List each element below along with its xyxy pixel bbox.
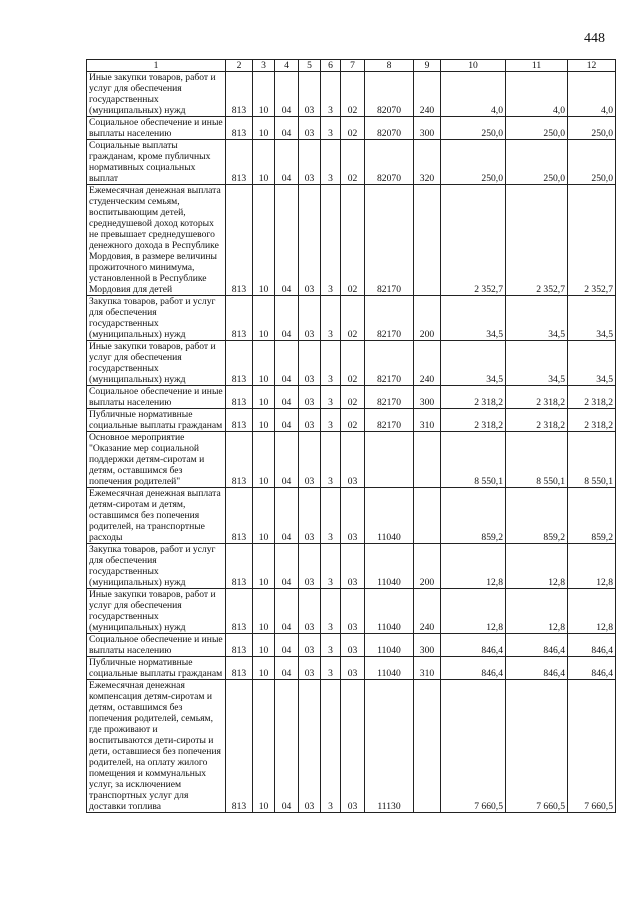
table-cell: 813	[226, 409, 253, 432]
table-row	[87, 296, 616, 341]
table-cell: 813	[226, 488, 253, 544]
table-row	[87, 488, 616, 544]
table-cell: 200	[414, 544, 441, 589]
row-description: Иные закупки товаров, работ и услуг для обеспечения государственных (муниципальных) нужд	[87, 589, 226, 634]
table-cell: 813	[226, 140, 253, 185]
table-cell: 10	[253, 634, 275, 657]
table-row	[87, 657, 616, 680]
table-cell: 04	[275, 657, 299, 680]
table-cell: 7 660,5	[568, 680, 616, 813]
table-cell: 3	[321, 488, 341, 544]
table-row	[87, 432, 616, 488]
table-cell: 82170	[365, 185, 414, 296]
table-cell: 846,4	[568, 634, 616, 657]
table-cell: 11130	[365, 680, 414, 813]
column-header: 9	[414, 60, 441, 72]
table-cell: 10	[253, 140, 275, 185]
table-cell	[414, 680, 441, 813]
table-cell: 04	[275, 432, 299, 488]
table-cell: 11040	[365, 488, 414, 544]
row-description: Ежемесячная денежная компенсация детям-сиротам и детям, оставшимся без попечения родителей, семьям, где проживают и воспитываются дети-сироты и дети, оставшиеся без попечения родителей, на оплату жилого помещения и коммунальных услуг, за исключением транспортных услуг для доставки топлива	[87, 680, 226, 813]
table-cell: 250,0	[441, 140, 506, 185]
row-description: Основное мероприятие "Оказание мер социальной поддержки детям-сиротам и детям, оставшимся без попечения родителей"	[87, 432, 226, 488]
table-cell: 04	[275, 341, 299, 386]
table-cell: 34,5	[441, 341, 506, 386]
table-cell: 859,2	[506, 488, 568, 544]
table-cell: 2 352,7	[441, 185, 506, 296]
table-cell: 813	[226, 117, 253, 140]
table-cell: 8 550,1	[441, 432, 506, 488]
table-cell: 02	[341, 140, 365, 185]
table-cell: 34,5	[568, 341, 616, 386]
table-cell: 11040	[365, 657, 414, 680]
table-cell: 813	[226, 432, 253, 488]
table-cell: 04	[275, 185, 299, 296]
table-cell: 03	[341, 589, 365, 634]
table-cell: 04	[275, 72, 299, 117]
table-cell: 10	[253, 488, 275, 544]
table-cell: 250,0	[568, 140, 616, 185]
table-cell: 2 318,2	[506, 386, 568, 409]
table-cell: 320	[414, 140, 441, 185]
table-cell: 859,2	[441, 488, 506, 544]
row-description: Иные закупки товаров, работ и услуг для обеспечения государственных (муниципальных) нужд	[87, 72, 226, 117]
table-cell: 02	[341, 117, 365, 140]
table-cell: 8 550,1	[506, 432, 568, 488]
column-header: 6	[321, 60, 341, 72]
table-cell: 846,4	[506, 657, 568, 680]
table-cell: 859,2	[568, 488, 616, 544]
page-number: 448	[584, 31, 605, 46]
table-cell	[414, 185, 441, 296]
table-cell: 03	[341, 634, 365, 657]
row-description: Ежемесячная денежная выплата детям-сиротам и детям, оставшимся без попечения родителей, на транспортные расходы	[87, 488, 226, 544]
table-cell: 03	[341, 488, 365, 544]
table-cell: 82170	[365, 386, 414, 409]
column-header: 8	[365, 60, 414, 72]
table-cell: 04	[275, 488, 299, 544]
table-cell: 3	[321, 680, 341, 813]
table-row	[87, 634, 616, 657]
table-cell: 03	[341, 432, 365, 488]
table-cell: 04	[275, 140, 299, 185]
table-cell: 03	[299, 296, 321, 341]
table-cell: 3	[321, 117, 341, 140]
table-cell: 82070	[365, 72, 414, 117]
table-cell: 813	[226, 544, 253, 589]
table-cell: 04	[275, 634, 299, 657]
column-header: 7	[341, 60, 365, 72]
table-cell: 2 318,2	[441, 386, 506, 409]
table-row	[87, 386, 616, 409]
table-cell: 82070	[365, 140, 414, 185]
table-cell: 02	[341, 409, 365, 432]
table-row	[87, 140, 616, 185]
table-cell: 3	[321, 634, 341, 657]
table-cell: 12,8	[568, 589, 616, 634]
table-cell: 4,0	[568, 72, 616, 117]
table-cell: 03	[299, 432, 321, 488]
column-header: 3	[253, 60, 275, 72]
table-cell: 8 550,1	[568, 432, 616, 488]
table-cell: 03	[299, 544, 321, 589]
table-cell: 3	[321, 409, 341, 432]
column-header: 4	[275, 60, 299, 72]
table-cell: 300	[414, 634, 441, 657]
table-cell: 10	[253, 386, 275, 409]
table-cell: 03	[299, 634, 321, 657]
table-cell: 03	[299, 409, 321, 432]
column-header: 5	[299, 60, 321, 72]
table-cell: 03	[299, 680, 321, 813]
table-cell: 240	[414, 72, 441, 117]
table-cell: 3	[321, 589, 341, 634]
table-cell: 03	[299, 72, 321, 117]
table-cell: 250,0	[506, 140, 568, 185]
table-cell: 3	[321, 296, 341, 341]
table-cell: 240	[414, 341, 441, 386]
table-cell: 10	[253, 117, 275, 140]
table-cell: 12,8	[441, 544, 506, 589]
table-cell: 3	[321, 432, 341, 488]
row-description: Социальные выплаты гражданам, кроме публичных нормативных социальных выплат	[87, 140, 226, 185]
table-cell: 03	[299, 140, 321, 185]
table-cell: 813	[226, 657, 253, 680]
table-cell: 2 318,2	[568, 386, 616, 409]
table-cell: 34,5	[568, 296, 616, 341]
table-cell: 2 318,2	[441, 409, 506, 432]
table-cell: 846,4	[506, 634, 568, 657]
table-cell: 10	[253, 409, 275, 432]
table-cell: 846,4	[568, 657, 616, 680]
table-cell: 10	[253, 341, 275, 386]
table-cell: 02	[341, 185, 365, 296]
table-cell: 4,0	[506, 72, 568, 117]
table-cell: 310	[414, 657, 441, 680]
table-cell: 11040	[365, 634, 414, 657]
table-cell: 813	[226, 386, 253, 409]
table-cell: 82170	[365, 409, 414, 432]
table-cell: 2 352,7	[506, 185, 568, 296]
table-cell: 12,8	[506, 544, 568, 589]
table-cell: 250,0	[506, 117, 568, 140]
table-cell	[414, 488, 441, 544]
row-description: Публичные нормативные социальные выплаты гражданам	[87, 409, 226, 432]
table-row	[87, 680, 616, 813]
row-description: Иные закупки товаров, работ и услуг для обеспечения государственных (муниципальных) нужд	[87, 341, 226, 386]
row-description: Закупка товаров, работ и услуг для обеспечения государственных (муниципальных) нужд	[87, 544, 226, 589]
table-cell: 10	[253, 185, 275, 296]
table-cell: 04	[275, 386, 299, 409]
table-cell: 82170	[365, 296, 414, 341]
table-cell: 10	[253, 544, 275, 589]
row-description: Социальное обеспечение и иные выплаты населению	[87, 634, 226, 657]
table-cell: 240	[414, 589, 441, 634]
table-cell: 03	[341, 544, 365, 589]
table-cell: 846,4	[441, 634, 506, 657]
table-row	[87, 341, 616, 386]
column-header: 12	[568, 60, 616, 72]
table-cell: 10	[253, 589, 275, 634]
table-row	[87, 544, 616, 589]
row-description: Социальное обеспечение и иные выплаты населению	[87, 117, 226, 140]
table-cell: 03	[299, 386, 321, 409]
table-cell: 34,5	[441, 296, 506, 341]
table-cell: 300	[414, 386, 441, 409]
budget-table	[86, 59, 616, 813]
table-cell: 300	[414, 117, 441, 140]
table-cell: 813	[226, 296, 253, 341]
table-cell: 03	[299, 488, 321, 544]
row-description: Публичные нормативные социальные выплаты гражданам	[87, 657, 226, 680]
table-cell: 846,4	[441, 657, 506, 680]
table-cell: 3	[321, 185, 341, 296]
table-cell: 310	[414, 409, 441, 432]
column-header: 2	[226, 60, 253, 72]
table-cell: 813	[226, 589, 253, 634]
table-cell: 813	[226, 634, 253, 657]
table-cell: 04	[275, 117, 299, 140]
table-body	[87, 72, 616, 813]
table-row	[87, 72, 616, 117]
header-row	[87, 60, 616, 72]
table-cell: 10	[253, 432, 275, 488]
table-header	[87, 60, 616, 72]
table-cell	[414, 432, 441, 488]
table-cell: 82170	[365, 341, 414, 386]
table-cell: 03	[341, 657, 365, 680]
table-cell: 3	[321, 341, 341, 386]
table-cell: 2 352,7	[568, 185, 616, 296]
table-cell: 04	[275, 544, 299, 589]
table-cell: 34,5	[506, 296, 568, 341]
table-cell: 03	[299, 657, 321, 680]
table-cell: 2 318,2	[568, 409, 616, 432]
table-row	[87, 117, 616, 140]
table-cell: 12,8	[441, 589, 506, 634]
row-description: Ежемесячная денежная выплата студенческим семьям, воспитывающим детей, среднедушевой доход которых не превышает среднедушевого денежного дохода в Республике Мордовия, в размере величины прожиточного минимума, установленной в Республике Мордовия для детей	[87, 185, 226, 296]
table-cell: 02	[341, 296, 365, 341]
table-cell: 10	[253, 657, 275, 680]
table-cell: 250,0	[568, 117, 616, 140]
table-cell: 10	[253, 296, 275, 341]
row-description: Закупка товаров, работ и услуг для обеспечения государственных (муниципальных) нужд	[87, 296, 226, 341]
table-cell: 04	[275, 589, 299, 634]
table-cell: 12,8	[568, 544, 616, 589]
table-cell: 03	[299, 341, 321, 386]
table-cell: 200	[414, 296, 441, 341]
table-cell: 7 660,5	[506, 680, 568, 813]
table-cell: 11040	[365, 544, 414, 589]
table-cell: 10	[253, 680, 275, 813]
table-cell: 04	[275, 680, 299, 813]
table-cell: 3	[321, 386, 341, 409]
table-row	[87, 409, 616, 432]
column-header: 1	[87, 60, 226, 72]
column-header: 10	[441, 60, 506, 72]
table-cell: 250,0	[441, 117, 506, 140]
table-cell: 03	[299, 185, 321, 296]
table-cell: 813	[226, 185, 253, 296]
table-cell: 3	[321, 72, 341, 117]
table-cell: 3	[321, 544, 341, 589]
table-cell: 3	[321, 140, 341, 185]
table-cell: 02	[341, 341, 365, 386]
table-row	[87, 185, 616, 296]
table-cell: 04	[275, 409, 299, 432]
table-cell: 03	[341, 680, 365, 813]
table-cell: 2 318,2	[506, 409, 568, 432]
table-cell: 82070	[365, 117, 414, 140]
table-cell: 813	[226, 72, 253, 117]
table-cell: 7 660,5	[441, 680, 506, 813]
table-row	[87, 589, 616, 634]
table-cell	[365, 432, 414, 488]
row-description: Социальное обеспечение и иные выплаты населению	[87, 386, 226, 409]
table-cell: 813	[226, 680, 253, 813]
table-cell: 02	[341, 386, 365, 409]
table-cell: 03	[299, 117, 321, 140]
table-cell: 04	[275, 296, 299, 341]
table-cell: 4,0	[441, 72, 506, 117]
column-header: 11	[506, 60, 568, 72]
table-cell: 10	[253, 72, 275, 117]
table-cell: 12,8	[506, 589, 568, 634]
table-cell: 11040	[365, 589, 414, 634]
table-cell: 03	[299, 589, 321, 634]
table-cell: 813	[226, 341, 253, 386]
table-cell: 02	[341, 72, 365, 117]
table-cell: 34,5	[506, 341, 568, 386]
table-cell: 3	[321, 657, 341, 680]
